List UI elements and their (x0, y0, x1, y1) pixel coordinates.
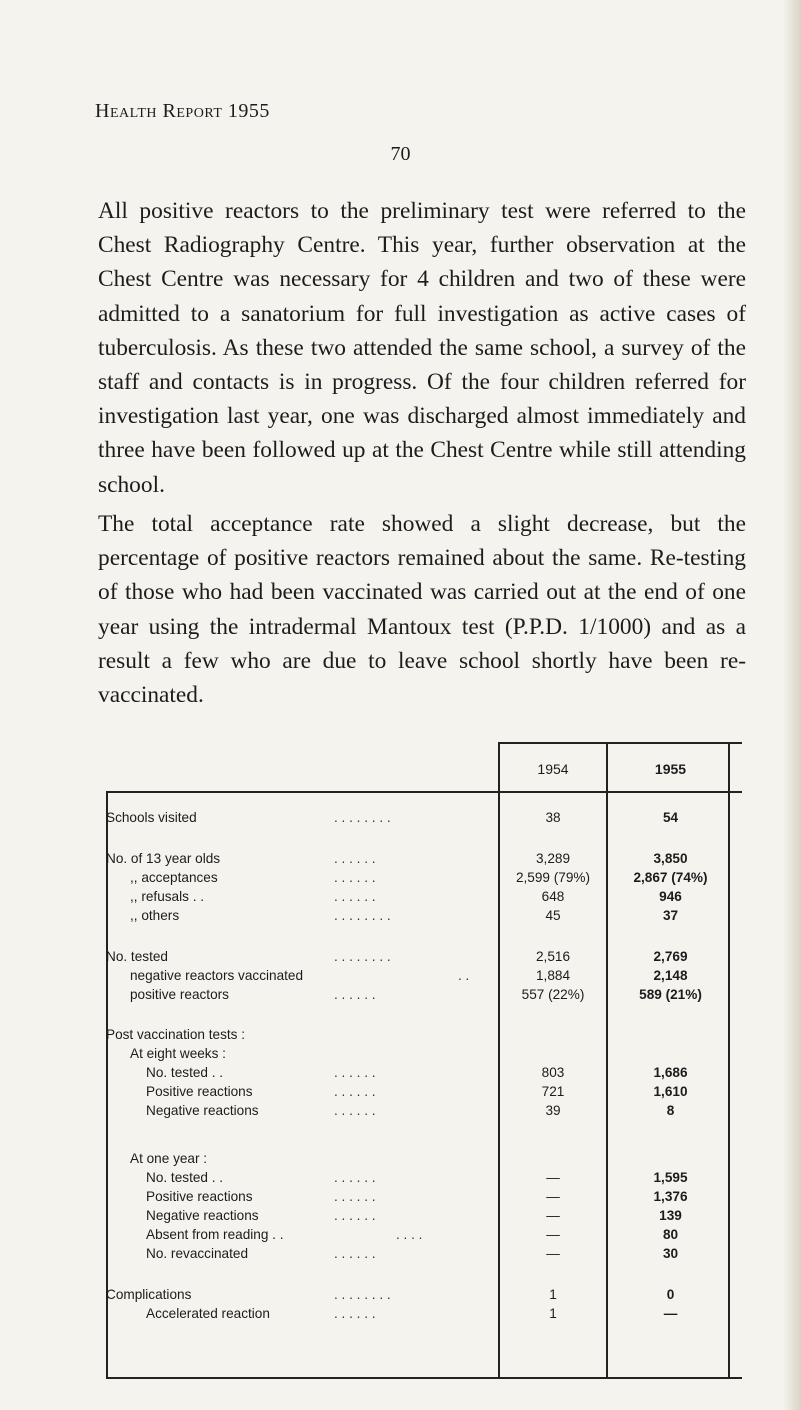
value-1954: — (546, 1170, 560, 1185)
leader-dots: . . . . . . (334, 1103, 376, 1118)
value-1955: 1,595 (653, 1170, 688, 1185)
table-right-rule (728, 742, 730, 1379)
running-head: Health Report 1955 (95, 100, 270, 122)
value-1954: 1 (549, 1306, 557, 1321)
table-bottom-rule (106, 1377, 742, 1379)
value-1954: 45 (545, 908, 561, 923)
value-1955: 1,376 (653, 1189, 688, 1204)
row-label: Schools visited (106, 810, 197, 825)
value-1955: — (663, 1306, 678, 1321)
row-label: negative reactors vaccinated (130, 968, 304, 983)
section-label: Post vaccination tests : (106, 1027, 246, 1042)
leader-dots: . . . . . . (334, 1246, 376, 1261)
value-1955: 80 (662, 1227, 679, 1242)
row-label: ,, refusals . . (130, 889, 205, 904)
value-1954: 2,516 (535, 949, 571, 964)
table-header-rule (106, 791, 742, 793)
value-1954: 557 (22%) (521, 987, 585, 1002)
value-1954: 1,884 (535, 968, 571, 983)
subsection-label: At eight weeks : (130, 1046, 226, 1061)
value-1955: 30 (662, 1246, 679, 1261)
leader-dots: . . (458, 968, 470, 983)
column-header-1955: 1955 (654, 761, 687, 777)
row-label: Accelerated reaction (146, 1306, 270, 1321)
value-1955: 1,686 (653, 1065, 688, 1080)
leader-dots: . . . . . . (334, 870, 376, 885)
leader-dots: . . . . . . (334, 851, 376, 866)
page-number: 70 (390, 143, 411, 165)
row-label: No. revaccinated (146, 1246, 249, 1261)
value-1954: 803 (541, 1065, 565, 1080)
row-label: No. tested . . (146, 1065, 224, 1080)
leader-dots: . . . . . . (334, 1189, 376, 1204)
leader-dots: . . . . . . . . (334, 908, 391, 923)
row-label: Complications (106, 1287, 192, 1302)
row-label: Absent from reading . . (146, 1227, 284, 1242)
subsection-label: At one year : (130, 1151, 208, 1166)
leader-dots: . . . . . . . . (334, 810, 391, 825)
value-1955: 2,769 (653, 949, 688, 964)
value-1955: 37 (662, 908, 679, 923)
row-label: ,, others (130, 908, 180, 923)
row-label: ,, acceptances (130, 870, 218, 885)
paragraph-2: The total acceptance rate showed a slight decrease, but the percentage of positive reactors remained about the same. Re-testing of those who had been vaccinated was carried out at the end of one year using the intradermal Mantoux test (P.P.D. 1/1000) and as a result a few who are due to leave school shortly have been re-vaccinated. (98, 511, 746, 709)
row-label: Positive reactions (146, 1084, 253, 1099)
leader-dots: . . . . . . (334, 1208, 376, 1223)
value-1954: 1 (549, 1287, 557, 1302)
row-label: No. tested (106, 949, 168, 964)
table-top-rule (498, 742, 742, 744)
value-1954: 2,599 (79%) (515, 870, 591, 885)
row-label: positive reactors (130, 987, 229, 1002)
leader-dots: . . . . . . (334, 889, 376, 904)
value-1955: 0 (666, 1287, 675, 1302)
value-1954: — (546, 1246, 560, 1261)
row-label: Negative reactions (146, 1208, 259, 1223)
leader-dots: . . . . . . (334, 1084, 376, 1099)
statistics-table (106, 742, 742, 1380)
row-label: Negative reactions (146, 1103, 259, 1118)
value-1955: 139 (659, 1208, 682, 1223)
value-1955: 946 (659, 889, 682, 904)
value-1954: — (546, 1227, 560, 1242)
table-divider-1 (498, 742, 500, 1379)
value-1955: 589 (21%) (639, 987, 702, 1002)
leader-dots: . . . . . . (334, 987, 376, 1002)
leader-dots: . . . . (396, 1227, 423, 1242)
value-1954: — (546, 1208, 560, 1223)
row-label: No. tested . . (146, 1170, 224, 1185)
leader-dots: . . . . . . (334, 1306, 376, 1321)
value-1955: 1,610 (653, 1084, 688, 1099)
leader-dots: . . . . . . . . (334, 1287, 391, 1302)
row-label: Positive reactions (146, 1189, 253, 1204)
value-1954: 39 (545, 1103, 561, 1118)
value-1955: 8 (666, 1103, 675, 1118)
leader-dots: . . . . . . (334, 1065, 376, 1080)
paragraph-1: All positive reactors to the preliminary test were referred to the Chest Radiography Centre. This year, further observation at the Chest Centre was necessary for 4 children and two of these were admitted to a sanatorium for full investigation as active cases of tuberculosis. As these two attended the same school, a survey of the staff and contacts is in progress. Of the four children referred for investigation last year, one was discharged almost immediately and three have been followed up at the Chest Centre while still attending school. (98, 198, 746, 498)
value-1954: — (546, 1189, 560, 1204)
value-1954: 648 (541, 889, 565, 904)
column-header-1954: 1954 (537, 761, 569, 777)
value-1954: 721 (541, 1084, 565, 1099)
page-edge-shadow (783, 0, 801, 1410)
row-label: No. of 13 year olds (106, 851, 221, 866)
table-divider-2 (606, 742, 608, 1379)
value-1955: 2,148 (653, 968, 688, 983)
value-1954: 38 (545, 810, 561, 825)
value-1955: 54 (662, 810, 679, 825)
value-1954: 3,289 (535, 851, 571, 866)
leader-dots: . . . . . . (334, 1170, 376, 1185)
value-1955: 2,867 (74%) (633, 870, 708, 885)
leader-dots: . . . . . . . . (334, 949, 391, 964)
value-1955: 3,850 (653, 851, 688, 866)
